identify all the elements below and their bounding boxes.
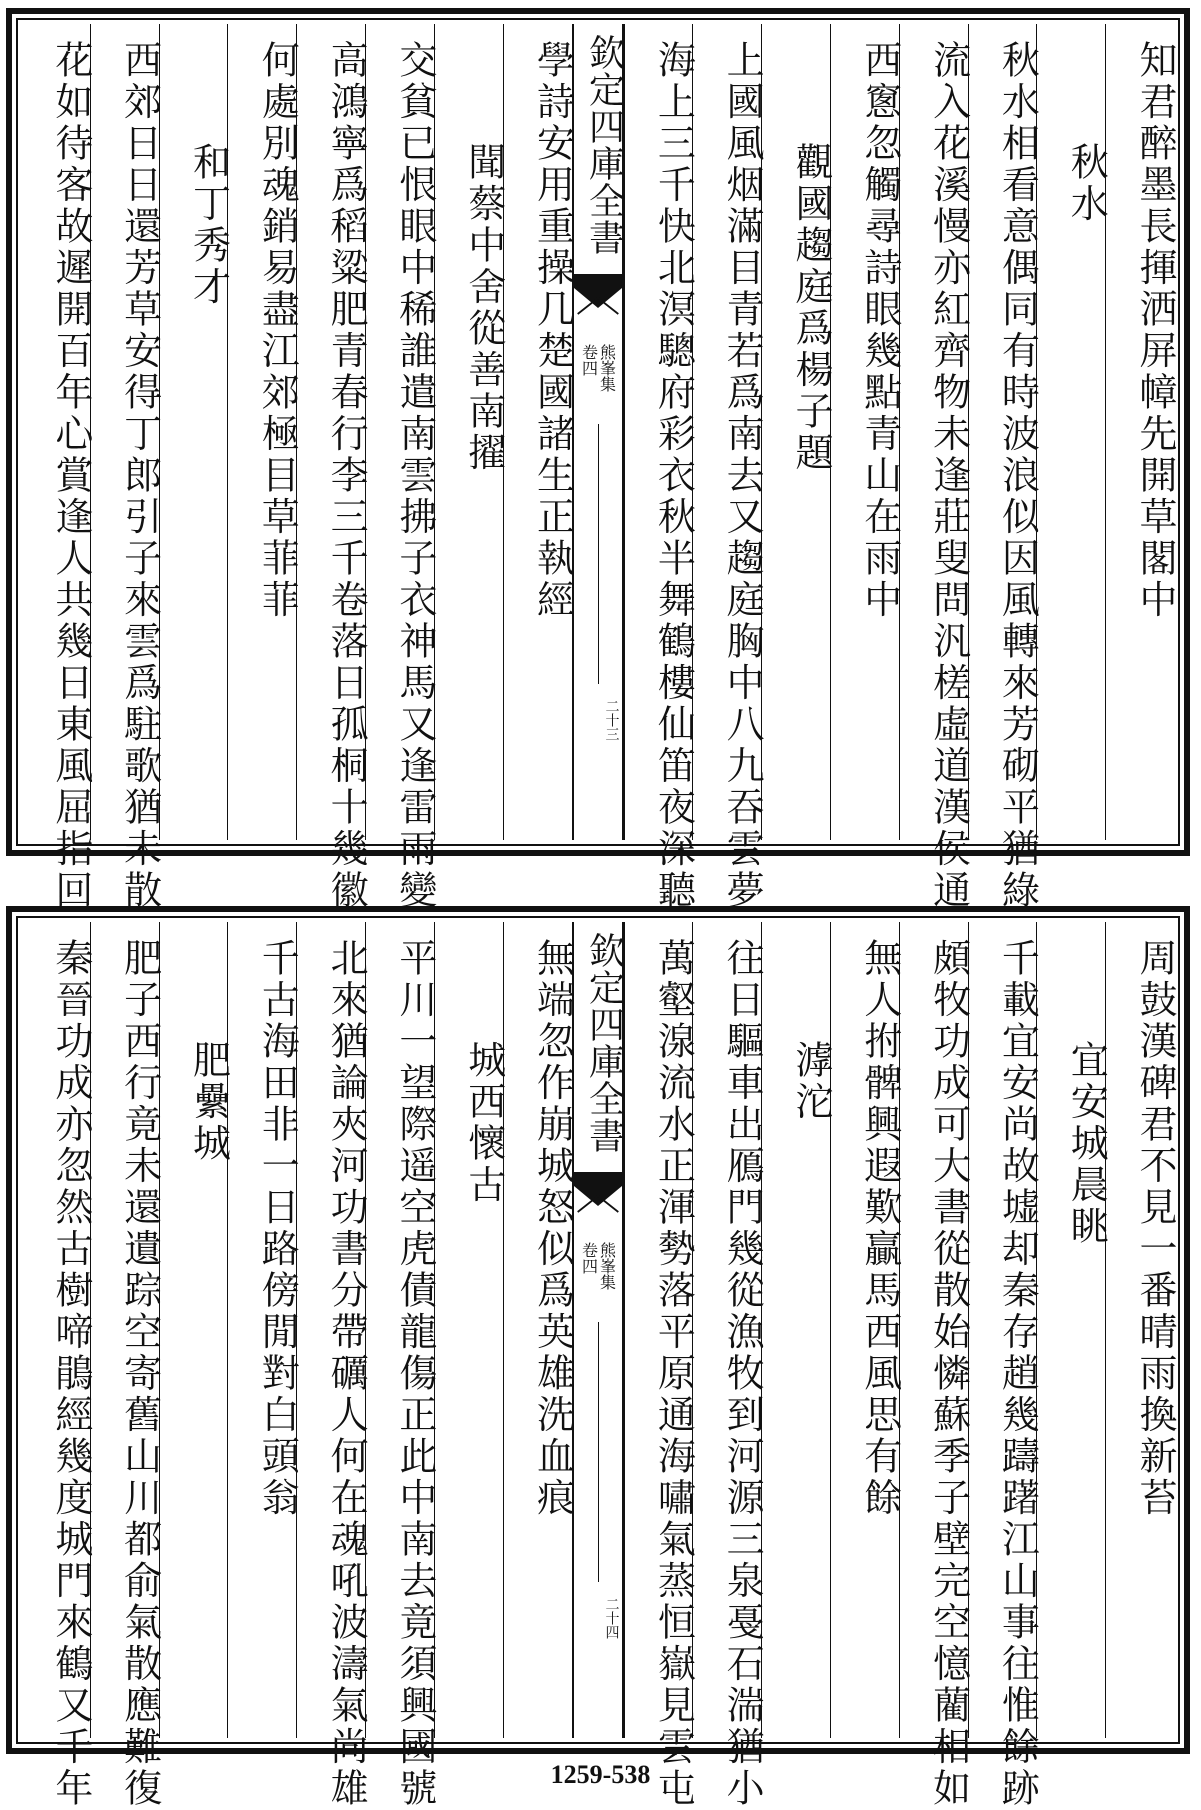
fold-line: [598, 424, 599, 684]
text-column: [1105, 922, 1177, 1738]
verse-line: 海上三千快北溟驄府彩衣秋半舞鶴樓仙笛夜深聽: [651, 40, 696, 912]
verse-line: 肥子西行竟未還遺踪空寄舊山川都俞氣散應難復: [117, 938, 162, 1810]
text-column: [1036, 24, 1109, 840]
text-column: [22, 24, 93, 912]
verse-line: 西郊日日還芳草安得丁郎引子來雲爲駐歌猶未散: [117, 40, 162, 912]
text-column: [296, 24, 369, 912]
verse-line: 交貧已恨眼中稀誰遣南雲拂子衣神馬又逢雷雨變: [392, 40, 437, 912]
verse-line: 秋水相看意偶同有時波浪似因風轉來芳砌平猶綠: [995, 40, 1040, 912]
text-column: [692, 922, 765, 1810]
text-column: [761, 922, 833, 1738]
text-column: [624, 922, 696, 1810]
text-column: [830, 24, 902, 840]
verse-line: 北來猶論夾河功書分帶礪人何在魂吼波濤氣尚雄: [324, 938, 369, 1810]
text-column: [899, 922, 971, 1810]
verse-line: 萬壑湶流水正渾勢落平原通海嘯氣蒸恒嶽見雲屯: [651, 938, 696, 1810]
text-column: [434, 24, 506, 840]
book-title: 欽定四庫全書: [583, 932, 625, 1154]
text-column: [159, 24, 231, 840]
juan-number: 卷四: [579, 344, 599, 376]
verse-line: 無端忽作崩城怒似爲英雄洗血痕: [530, 938, 575, 1519]
text-column: [1105, 24, 1177, 840]
text-column: [434, 922, 506, 1738]
text-column: [90, 922, 162, 1810]
text-column: [227, 922, 300, 1738]
verse-line: 周鼓漢碑君不見一番晴雨換新苔: [1133, 938, 1177, 1519]
volume-info: [574, 1242, 622, 1290]
fold-line: [598, 1322, 599, 1582]
text-column: [365, 24, 437, 912]
verse-line: 平川一望際遥空虎債龍傷正此中南去竟須興國號: [392, 938, 437, 1810]
verse-line: 高鴻寧爲稻粱肥青春行李三千卷落日孤桐十幾徽: [324, 40, 369, 912]
verse-line: 無人拊髀興遐歎贏馬西風思有餘: [857, 938, 902, 1519]
collection-name: 熊峯集: [597, 344, 617, 392]
verse-line: 千載宜安尚故墟却秦存趙幾躊躇江山事往惟餘跡: [995, 938, 1040, 1810]
poem-title: 秋水: [1064, 142, 1109, 225]
center-fold-column: [572, 24, 624, 840]
page-code: 1259-538: [550, 1760, 651, 1789]
poem-title: 宜安城晨眺: [1064, 1040, 1109, 1248]
book-title: 欽定四庫全書: [583, 34, 625, 256]
poem-title: 滹沱: [788, 1040, 833, 1123]
text-column: [899, 24, 971, 912]
top-page-columns: [22, 24, 1177, 912]
text-column: [968, 24, 1040, 912]
verse-line: 知君醉墨長揮洒屏幛先開草閣中: [1133, 40, 1177, 621]
juan-number: 卷四: [579, 1242, 599, 1274]
poem-title: 肥纍城: [186, 1040, 231, 1165]
verse-line: 花如待客故遲開百年心賞逢人共幾日東風屈指回: [48, 40, 93, 912]
verse-line: 流入花溪慢亦紅齊物未逢莊叟問汎槎虛道漢侯通: [926, 40, 971, 912]
text-column: [90, 24, 162, 912]
poem-title: 城西懷古: [461, 1040, 506, 1206]
text-column: [1036, 922, 1109, 1738]
text-column: [159, 922, 231, 1738]
text-column: [624, 24, 696, 912]
text-column: [692, 24, 765, 912]
collection-name: 熊峯集: [597, 1242, 617, 1290]
text-column: [761, 24, 833, 840]
page-number: 二十三: [603, 699, 620, 741]
top-page: [6, 8, 1190, 912]
fish-tail-mark-icon: [574, 1172, 622, 1232]
center-fold-column: [572, 922, 624, 1738]
verse-line: 何處別魂銷易盡江郊極目草菲菲: [255, 40, 300, 621]
verse-line: 頗牧功成可大書從散始憐蘇季子壁完空憶藺相如: [926, 938, 971, 1810]
fish-tail-mark-icon: [574, 274, 622, 334]
text-column: [830, 922, 902, 1738]
volume-info: [574, 344, 622, 392]
verse-line: 學詩安用重操几楚國諸生正執經: [530, 40, 575, 621]
page-number: 二十四: [603, 1597, 620, 1639]
poem-title: 聞蔡中舍從善南擢: [461, 142, 506, 474]
text-column: [503, 24, 575, 840]
verse-line: 往日驅車出鴈門幾從漁牧到河源三泉戞石湍猶小: [720, 938, 765, 1810]
verse-line: 千古海田非一日路傍閒對白頭翁: [255, 938, 300, 1519]
poem-title: 觀國趨庭爲楊子題: [788, 142, 833, 474]
text-column: [227, 24, 300, 840]
verse-line: 上國風烟滿目青若爲南去又趨庭胸中八九吞雲夢: [720, 40, 765, 912]
text-column: [503, 922, 575, 1738]
verse-line: 西窻忽觸尋詩眼幾點青山在雨中: [857, 40, 902, 621]
text-column: [22, 922, 93, 1810]
text-column: [365, 922, 437, 1810]
text-column: [968, 922, 1040, 1810]
verse-line: 秦晉功成亦忽然古樹啼鵑經幾度城門來鶴又千年: [48, 938, 93, 1810]
text-column: [296, 922, 369, 1810]
poem-title: 和丁秀才: [186, 142, 231, 308]
